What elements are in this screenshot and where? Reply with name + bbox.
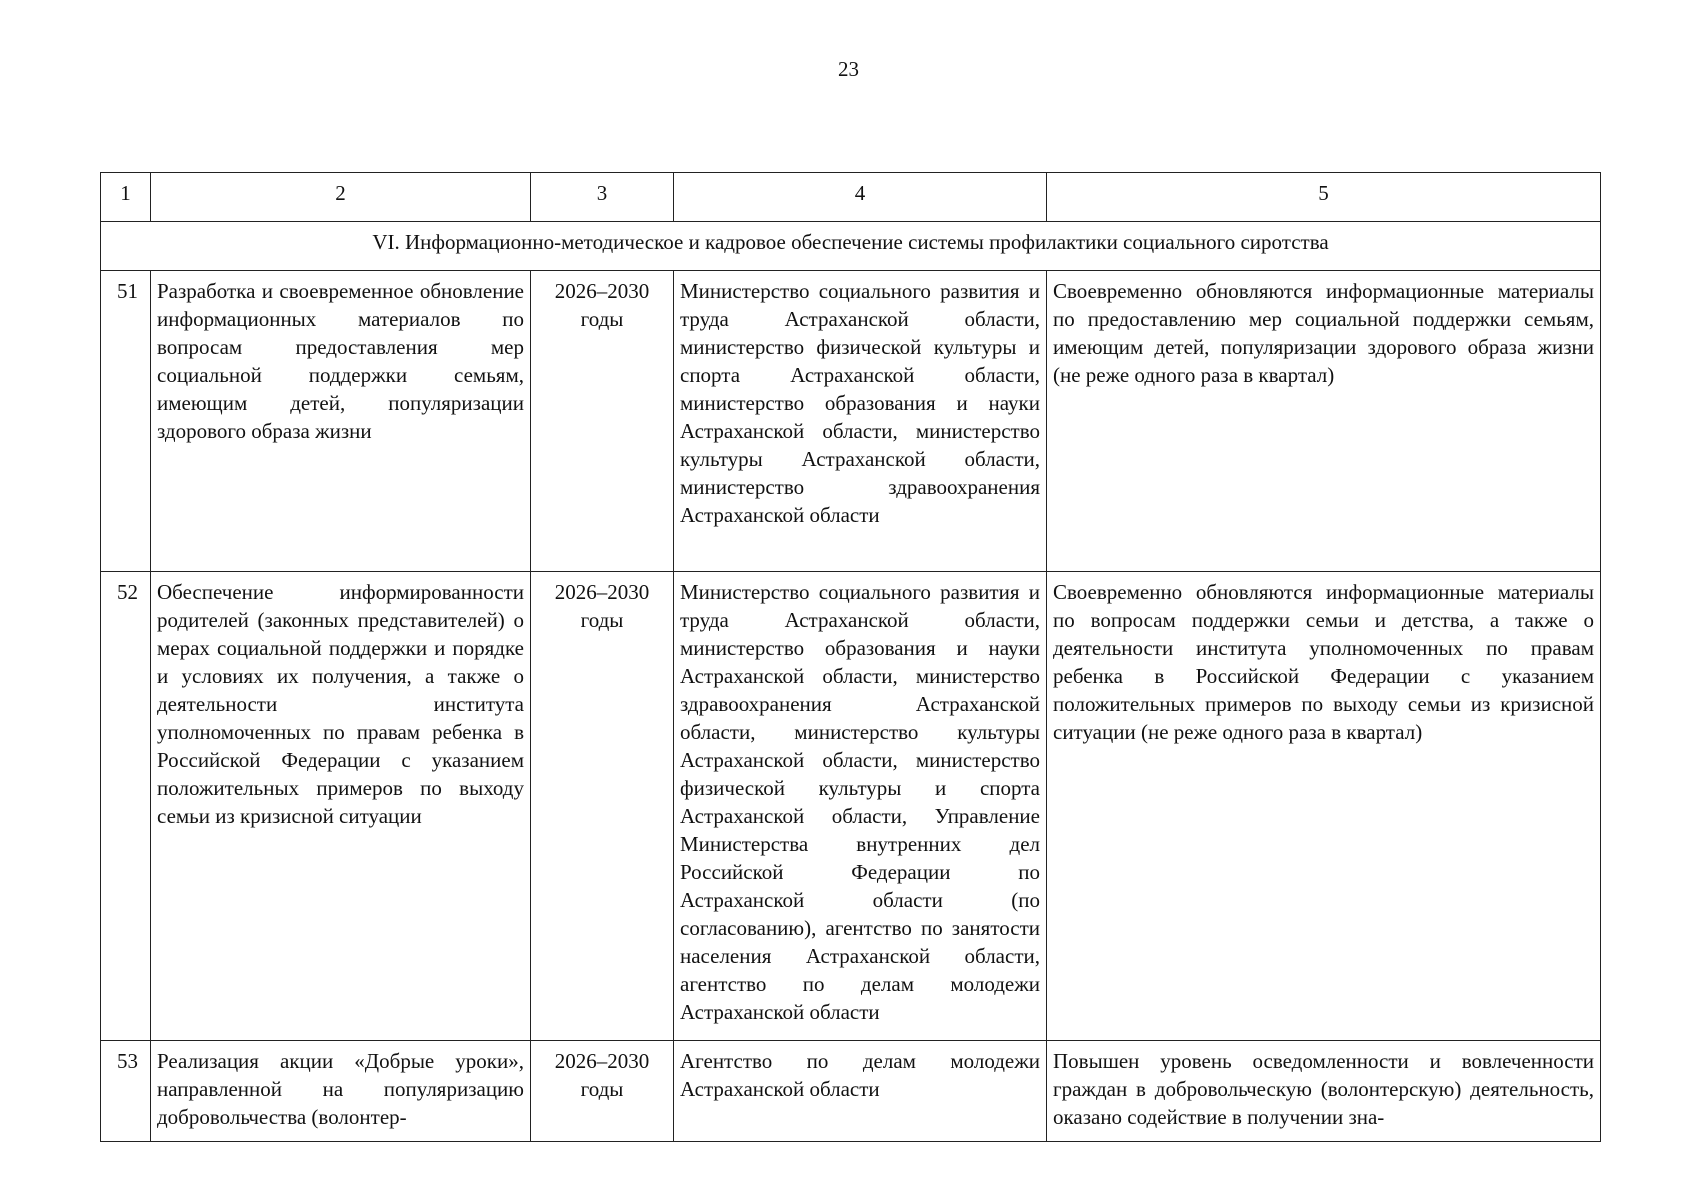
executors-cell: Агентство по делам молодежи Астраханской области — [674, 1041, 1047, 1142]
column-header: 4 — [674, 173, 1047, 222]
period-cell: 2026–2030 годы — [531, 1041, 674, 1142]
row-number: 53 — [101, 1041, 151, 1142]
executors-cell: Министерство социального развития и труда Астраханской области, министерство образования и науки Астраханской области, министерство здравоохранения Астраханской области, министерство культуры Астраханской области, министерство физической культуры и спорта Астраханской области, Управление Министерства внутренних дел Российской Федерации по Астраханской области (по согласованию), агентство по занятости населения Астраханской области, агентство по делам молодежи Астраханской области — [674, 572, 1047, 1041]
column-header-row — [101, 173, 1601, 222]
activities-table — [100, 172, 1601, 1142]
period-cell: 2026–2030 годы — [531, 572, 674, 1041]
row-number: 52 — [101, 572, 151, 1041]
column-header: 2 — [151, 173, 531, 222]
column-header: 1 — [101, 173, 151, 222]
section-row — [101, 222, 1601, 271]
result-cell: Своевременно обновляются информационные материалы по вопросам поддержки семьи и детства, а также о деятельности института уполномоченных по правам ребенка в Российской Федерации с указанием положительных примеров по выходу семьи из кризисной ситуации (не реже одного раза в квартал) — [1047, 572, 1601, 1041]
period-cell: 2026–2030 годы — [531, 271, 674, 572]
activity-cell: Реализация акции «Добрые уроки», направленной на популяризацию добровольчества (волонтер- — [151, 1041, 531, 1142]
column-header: 3 — [531, 173, 674, 222]
table-row — [101, 572, 1601, 1041]
result-cell: Повышен уровень осведомленности и вовлеченности граждан в добровольческую (волонтерскую) деятельность, оказано содействие в получении зна- — [1047, 1041, 1601, 1142]
activity-cell: Обеспечение информированности родителей (законных представителей) о мерах социальной поддержки и порядке и условиях их получения, а также о деятельности института уполномоченных по правам ребенка в Российской Федерации с указанием положительных примеров по выходу семьи из кризисной ситуации — [151, 572, 531, 1041]
result-cell: Своевременно обновляются информационные материалы по предоставлению мер социальной поддержки семьям, имеющим детей, популяризации здорового образа жизни (не реже одного раза в квартал) — [1047, 271, 1601, 572]
column-header: 5 — [1047, 173, 1601, 222]
section-title: VI. Информационно-методическое и кадровое обеспечение системы профилактики социального сиротства — [101, 222, 1601, 271]
table-row — [101, 1041, 1601, 1142]
row-number: 51 — [101, 271, 151, 572]
table-row — [101, 271, 1601, 572]
executors-cell: Министерство социального развития и труда Астраханской области, министерство физической культуры и спорта Астраханской области, министерство образования и науки Астраханской области, министерство культуры Астраханской области, министерство здравоохранения Астраханской области — [674, 271, 1047, 572]
page-number: 23 — [838, 57, 859, 81]
activity-cell: Разработка и своевременное обновление информационных материалов по вопросам предоставления мер социальной поддержки семьям, имеющим детей, популяризации здорового образа жизни — [151, 271, 531, 572]
